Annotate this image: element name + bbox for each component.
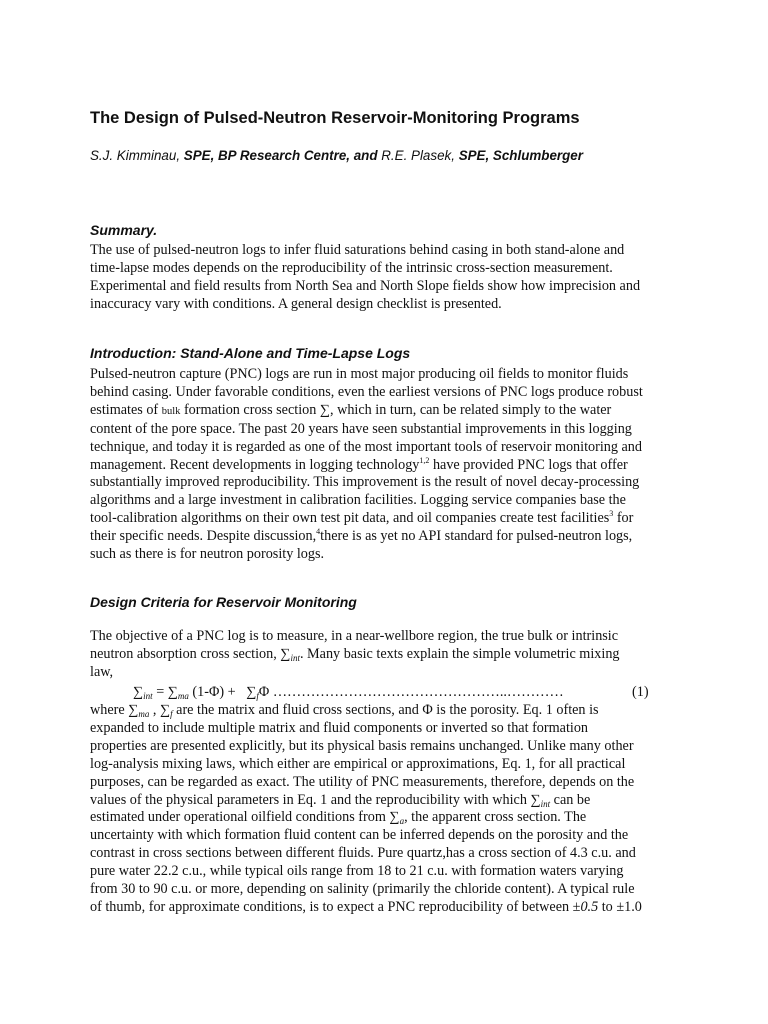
text-segment: . Many basic texts explain the simple volumetric mixing: [299, 645, 620, 662]
text-segment: estimated under operational oilfield conditions from ∑: [90, 809, 400, 826]
text-segment: for: [616, 510, 634, 527]
text-line: algorithms and a large investment in calibration facilities. Logging service companies base the: [90, 492, 626, 509]
text-line: Experimental and field results from North Sea and North Slope fields show how imprecision and: [90, 277, 641, 294]
text-segment: to ±1.0: [598, 898, 642, 915]
text-line: [90, 702, 690, 720]
text-segment: have provided PNC logs that offer: [432, 456, 628, 473]
text-line: law,: [90, 663, 114, 680]
equation-term: (1-Φ) +: [188, 684, 240, 700]
text-segment: estimates of: [90, 401, 159, 418]
text-line: contrast in cross sections between different fluids. Pure quartz,has a cross section of 4.3 c.u. and: [90, 845, 636, 862]
text-segment: formation cross section ∑, which in turn, can be related simply to the water: [183, 401, 612, 418]
subscript: int: [540, 798, 551, 809]
text-line: content of the pore space. The past 20 years have seen substantial improvements in this logging: [90, 420, 632, 437]
text-segment: can be: [550, 791, 591, 808]
text-line: from 30 to 90 c.u. or more, depending on salinity (primarily the chloride content). A typical rule: [90, 881, 635, 898]
text-line: purposes, can be regarded as exact. The utility of PNC measurements, therefore, depends on the: [90, 773, 635, 790]
intro-paragraph: [90, 366, 690, 564]
text-line: [90, 528, 690, 546]
text-segment: of thumb, for approximate conditions, is to expect a PNC reproducibility of between ±: [90, 898, 581, 915]
text-segment: their specific needs. Despite discussion,: [90, 528, 317, 545]
author-affiliation: SPE, Schlumberger: [458, 148, 583, 163]
phi-symbol: Φ: [258, 684, 270, 700]
text-segment: management. Recent developments in logging technology: [90, 456, 420, 473]
text-line: [90, 792, 690, 810]
text-segment: tool-calibration algorithms on their own test pit data, and oil companies create test facilities: [90, 510, 610, 527]
subscript: f: [170, 709, 173, 719]
text-segment: , ∑: [149, 702, 171, 718]
text-line: [90, 510, 690, 528]
equation-number: (1): [632, 684, 649, 700]
text-segment: are the matrix and fluid cross sections, and Φ is the porosity. Eq. 1 often is: [172, 702, 599, 718]
text-line: The objective of a PNC log is to measure, in a near-wellbore region, the true bulk or intrinsic: [90, 628, 619, 644]
text-line: Pulsed-neutron capture (PNC) logs are run in most major producing oil fields to monitor fluids: [90, 366, 629, 382]
text-line: inaccuracy vary with conditions. A general design checklist is presented.: [90, 295, 502, 312]
subscript: ma: [138, 709, 150, 719]
intro-heading: Introduction: Stand-Alone and Time-Lapse Logs: [90, 345, 411, 361]
sigma-symbol: ∑: [167, 684, 178, 700]
paper-title: The Design of Pulsed-Neutron Reservoir-Monitoring Programs: [90, 109, 580, 127]
equation-leader-dots: …………………………………………..…………: [272, 684, 564, 700]
text-line: [90, 646, 690, 664]
text-segment: neutron absorption cross section, ∑: [90, 645, 291, 662]
text-segment: there is as yet no API standard for pulsed-neutron logs,: [320, 528, 633, 545]
sigma-symbol: ∑: [246, 684, 257, 700]
text-line: expanded to include multiple matrix and fluid components or inverted so that formation: [90, 719, 589, 736]
summary-paragraph: [90, 242, 690, 314]
text-line: [90, 457, 690, 475]
text-line: [90, 899, 690, 917]
design-heading: Design Criteria for Reservoir Monitoring: [90, 594, 357, 610]
subscript: a: [399, 816, 405, 827]
subscript: int: [290, 652, 300, 663]
text-segment: where ∑: [90, 702, 139, 718]
italic-value: 0.5: [580, 898, 599, 915]
text-line: [90, 402, 690, 421]
citation-superscript: 4: [316, 527, 321, 537]
text-line: The use of pulsed-neutron logs to infer fluid saturations behind casing in both stand-alone and: [90, 242, 625, 258]
citation-superscript: 1,2: [419, 455, 430, 465]
text-line: log-analysis mixing laws, which either are empirical or approximations, Eq. 1, for all practical: [90, 755, 626, 772]
author-name: R.E. Plasek,: [381, 148, 455, 163]
design-paragraph-intro: [90, 628, 690, 682]
citation-superscript: 3: [609, 509, 614, 519]
equation-1: [133, 684, 564, 701]
text-line: behind casing. Under favorable conditions, even the earliest versions of PNC logs produce robust: [90, 383, 643, 400]
text-line: such as there is for neutron porosity logs.: [90, 546, 325, 563]
text-segment: values of the physical parameters in Eq. 1 and the reproducibility with which ∑: [90, 791, 541, 808]
text-line: [90, 809, 690, 827]
subscript: ma: [177, 691, 189, 701]
author-line: [90, 148, 583, 163]
design-paragraph-main: [90, 702, 690, 917]
text-segment: , the apparent cross section. The: [404, 809, 587, 826]
author-affiliation: SPE, BP Research Centre, and: [183, 148, 378, 163]
text-line: properties are presented explicitly, but its physical basis remains unchanged. Unlike many other: [90, 737, 634, 754]
author-name: S.J. Kimminau,: [90, 148, 181, 163]
equals-sign: =: [152, 684, 168, 700]
summary-heading: Summary.: [90, 222, 158, 238]
sigma-symbol: ∑: [133, 684, 144, 700]
subscript: f: [256, 691, 259, 701]
text-line: technique, and today it is regarded as one of the most important tools of reservoir monitoring and: [90, 438, 642, 455]
text-line: pure water 22.2 c.u., while typical oils range from 18 to 21 c.u. with formation waters varying: [90, 863, 624, 880]
text-line: uncertainty with which formation fluid content can be inferred depends on the porosity and the: [90, 827, 629, 844]
small-text: bulk: [161, 405, 181, 417]
text-line: time-lapse modes depends on the reproducibility of the intrinsic cross-section measurement.: [90, 259, 613, 276]
subscript: int: [143, 691, 153, 701]
text-line: substantially improved reproducibility. This improvement is the result of novel decay-processing: [90, 474, 640, 491]
